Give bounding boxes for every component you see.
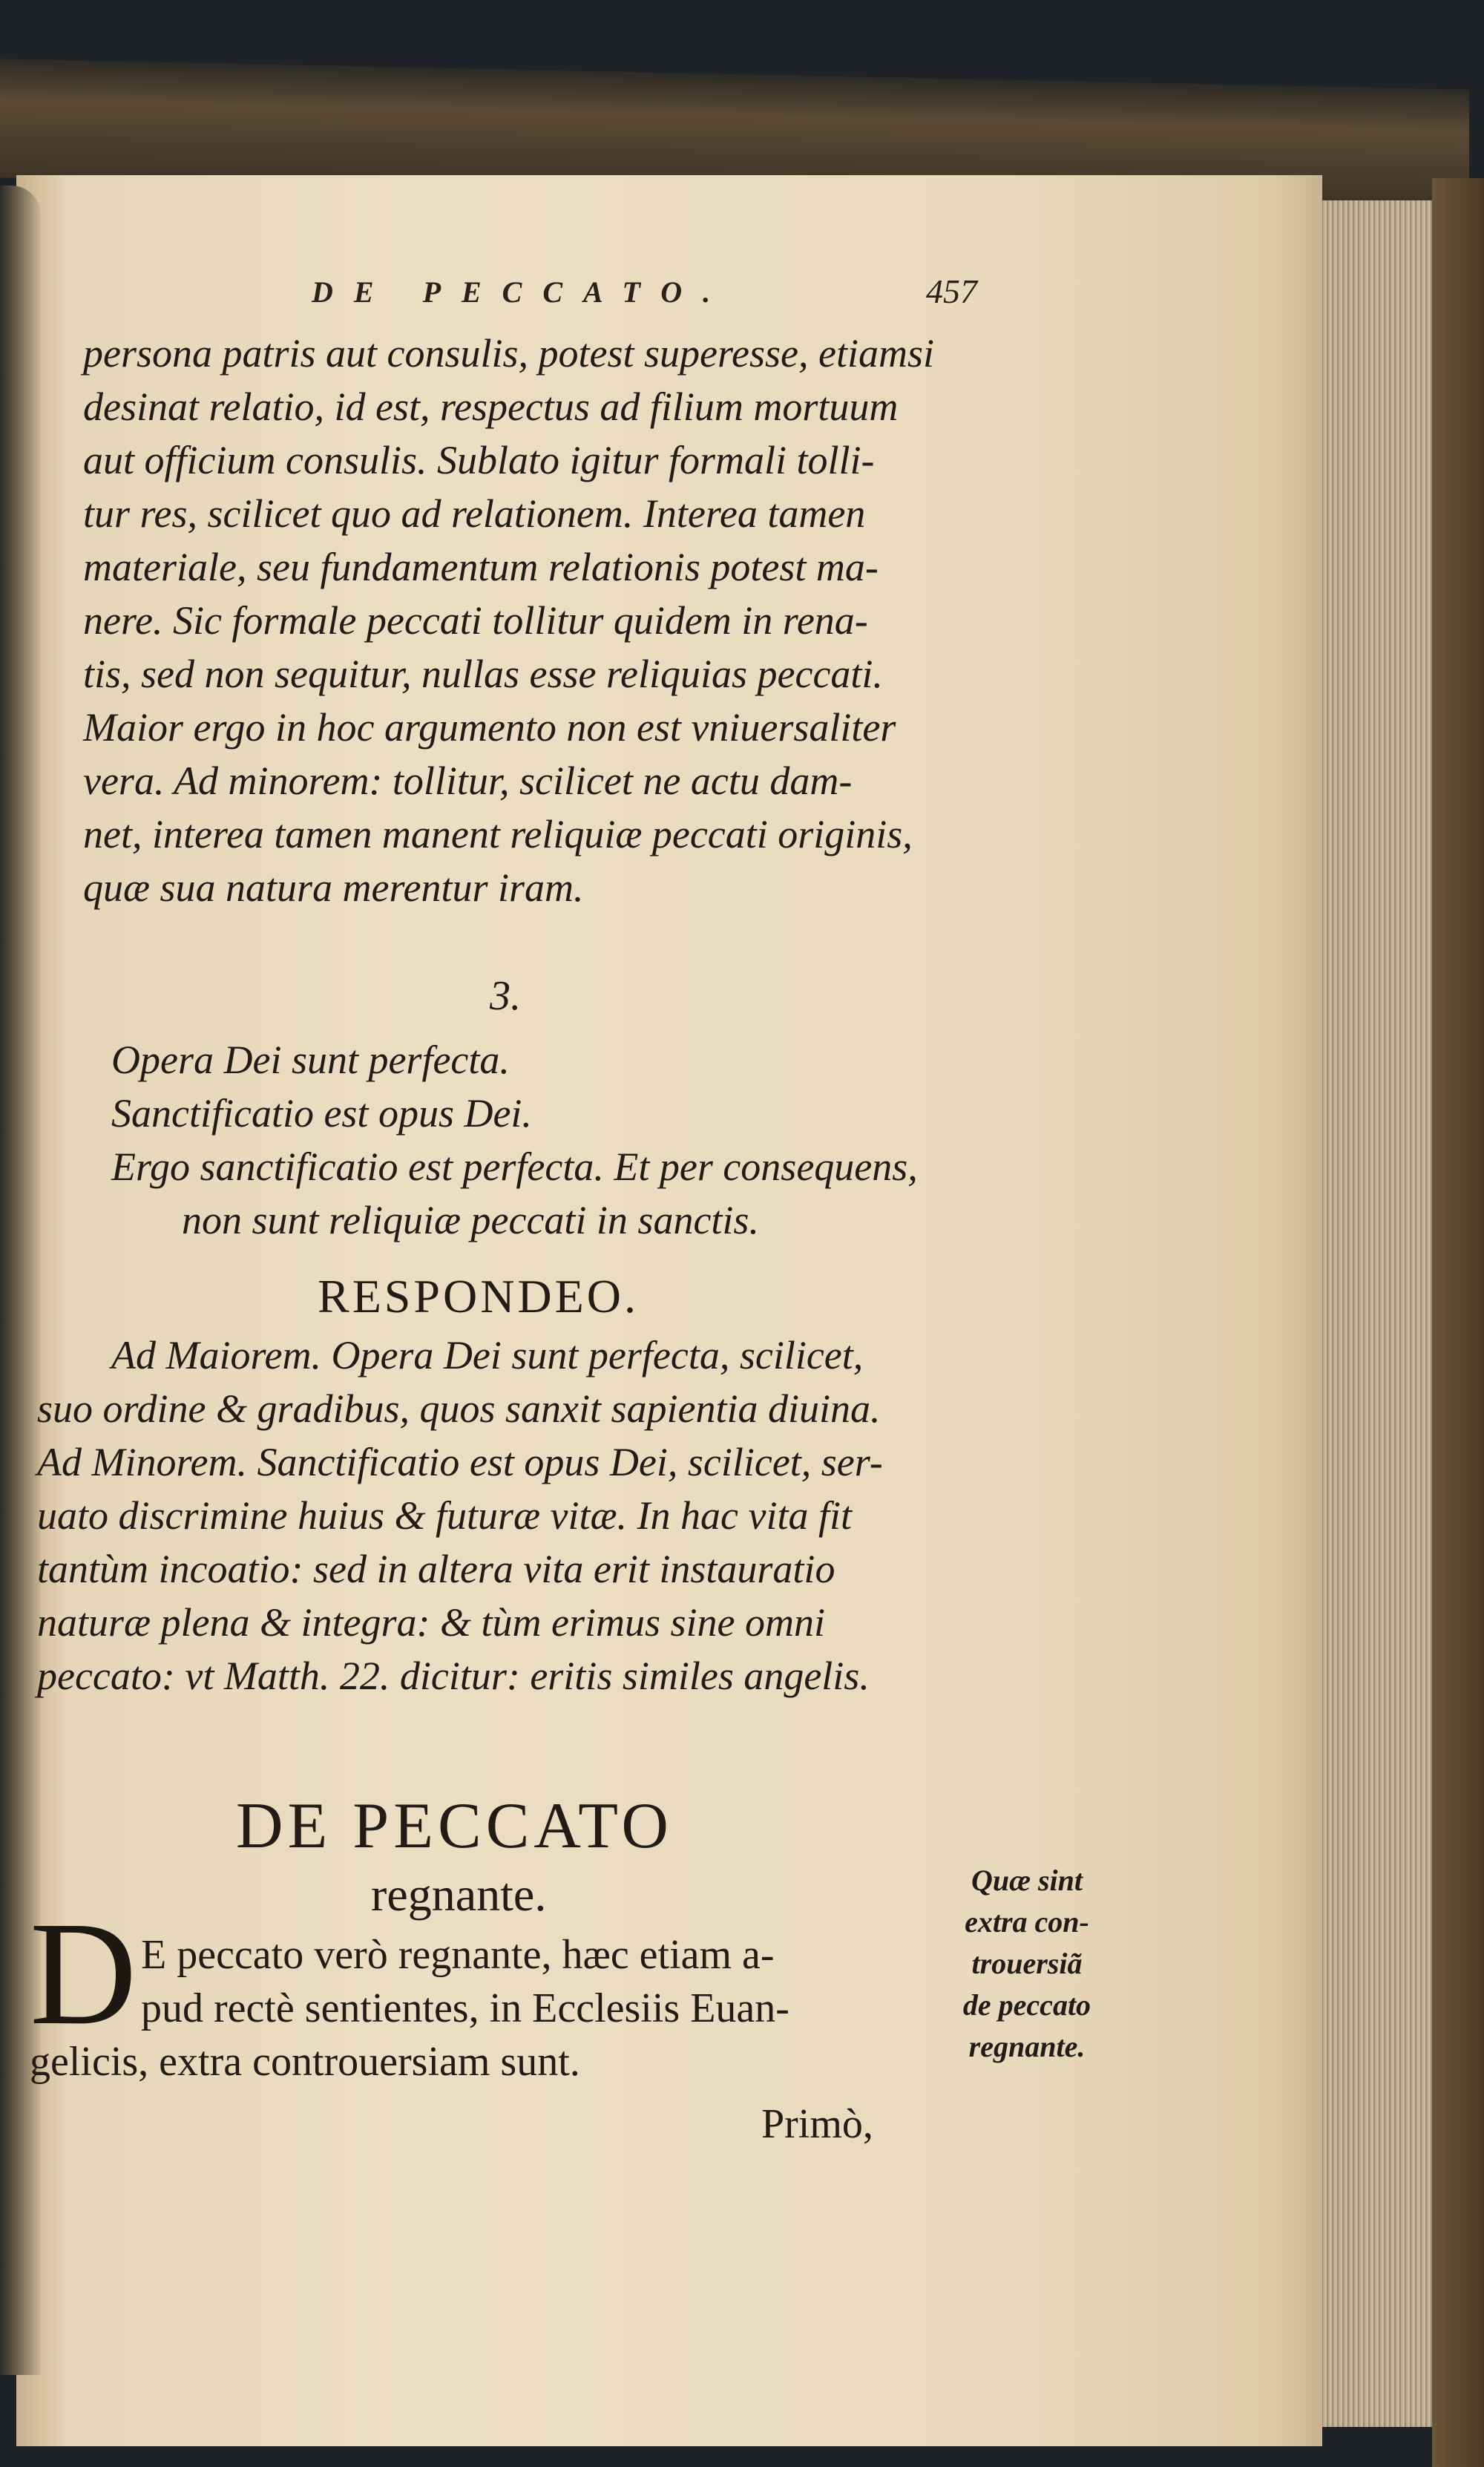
margin-note-line: de peccato [962, 1988, 1091, 2022]
text-line: tantùm incoatio: sed in altera vita erit instauratio [37, 1547, 835, 1591]
syllogism-conclusion-cont: non sunt reliquiæ peccati in sanctis. [182, 1198, 759, 1242]
margin-note-line: regnante. [968, 2030, 1086, 2063]
syllogism-conclusion: Ergo sanctificatio est perfecta. Et per consequens, [111, 1144, 918, 1189]
margin-note [923, 1860, 1131, 2068]
text-line: tis, sed non sequitur, nullas esse reliquias peccati. [83, 652, 883, 696]
text-line: vera. Ad minorem: tollitur, scilicet ne actu dam- [83, 759, 853, 803]
text-line: peccato: vt Matth. 22. dicitur: eritis similes angelis. [37, 1654, 870, 1698]
text-line: naturæ plena & integra: & tùm erimus sine omni [37, 1600, 825, 1645]
book-cover-edge [1432, 178, 1484, 2467]
text-line: aut officium consulis. Sublato igitur formali tolli- [83, 438, 875, 482]
paragraph-1 [83, 327, 934, 914]
text-line: materiale, seu fundamentum relationis potest ma- [83, 545, 879, 589]
text-line: uato discrimine huius & futuræ vitæ. In hac vita fit [37, 1493, 852, 1538]
margin-note-line: Quæ sint [971, 1864, 1083, 1897]
paragraph-3 [30, 1928, 789, 2088]
page-number: 457 [926, 272, 977, 310]
running-head: DE PECCATO. [312, 275, 732, 309]
argument-number: 3. [490, 973, 521, 1019]
syllogism-major: Opera Dei sunt perfecta. [111, 1038, 510, 1082]
text-line: nere. Sic formale peccati tollitur quidem in rena- [83, 598, 868, 643]
syllogism [111, 1033, 918, 1247]
paragraph-2 [37, 1328, 883, 1703]
margin-note-line: extra con- [965, 1905, 1089, 1939]
text-line: gelicis, extra controuersiam sunt. [30, 2039, 580, 2085]
text-line: desinat relatio, id est, respectus ad filium mortuum [83, 384, 899, 429]
section-subtitle: regnante. [371, 1868, 547, 1921]
drop-cap: D [30, 1892, 137, 2056]
margin-note-line: trouersiã [971, 1947, 1083, 1980]
syllogism-minor: Sanctificatio est opus Dei. [111, 1091, 532, 1136]
text-line: pud rectè sentientes, in Ecclesiis Euan- [141, 1985, 789, 2031]
text-line: E peccato verò regnante, hæc etiam a- [141, 1932, 775, 1978]
text-line: persona patris aut consulis, potest superesse, etiamsi [83, 331, 934, 376]
respondeo-heading: RESPONDEO. [318, 1270, 639, 1323]
text-line: Ad Minorem. Sanctificatio est opus Dei, scilicet, ser- [37, 1440, 883, 1484]
section-title: DE PECCATO [236, 1790, 673, 1862]
text-line: quæ sua natura merentur iram. [83, 865, 584, 910]
catchword: Primò, [761, 2101, 873, 2147]
text-line: Ad Maiorem. Opera Dei sunt perfecta, scilicet, [111, 1333, 864, 1377]
text-line: tur res, scilicet quo ad relationem. Interea tamen [83, 491, 866, 536]
text-line: suo ordine & gradibus, quos sanxit sapientia diuina. [37, 1386, 881, 1431]
text-line: net, interea tamen manent reliquiæ peccati originis, [83, 812, 913, 856]
text-line: Maior ergo in hoc argumento non est vniuersaliter [83, 705, 896, 750]
